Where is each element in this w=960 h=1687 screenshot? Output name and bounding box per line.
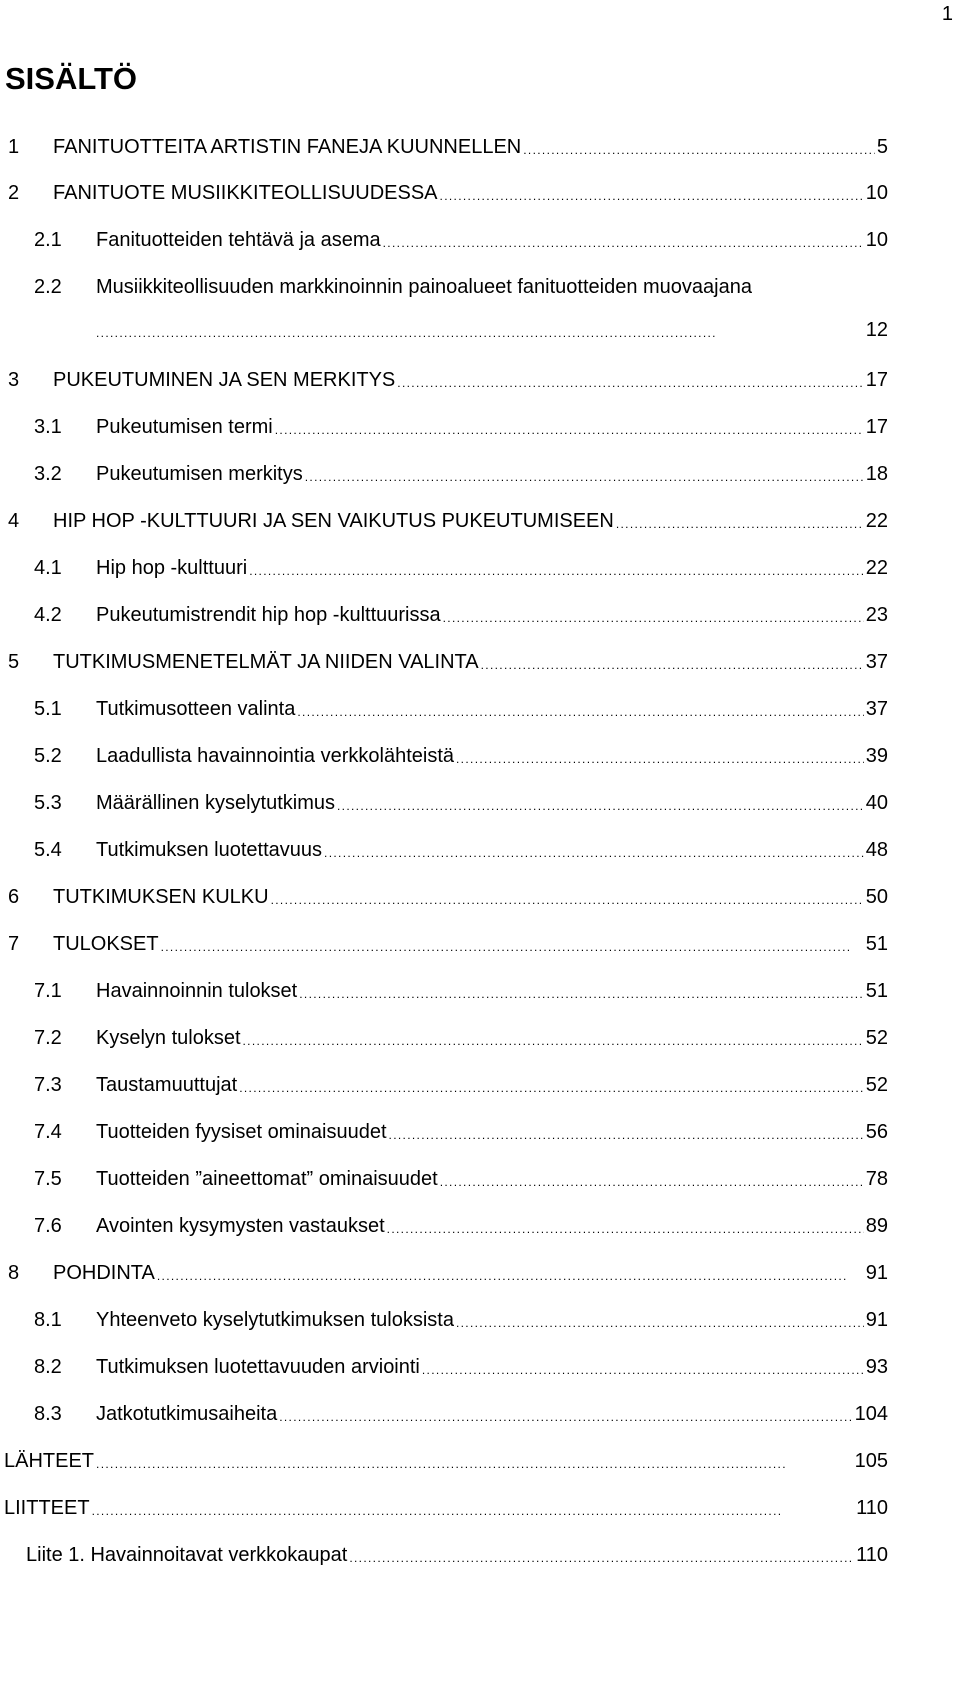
toc-entry-number: 5.2 <box>34 744 62 767</box>
toc-dot-leader <box>523 137 875 157</box>
toc-entry-title: TUTKIMUSMENETELMÄT JA NIIDEN VALINTA <box>53 650 479 673</box>
toc-entry-title: Tuotteiden ”aineettomat” ominaisuudet <box>96 1167 438 1190</box>
toc-entry-number: 8.3 <box>34 1402 62 1425</box>
toc-dot-leader <box>440 183 864 203</box>
toc-entry[interactable] <box>4 1436 888 1486</box>
toc-entry[interactable] <box>34 1013 888 1063</box>
toc-entry-page: 10 <box>865 228 888 251</box>
toc-entry-page: 22 <box>865 509 888 532</box>
toc-entry-title: Yhteenveto kyselytutkimuksen tuloksista <box>96 1308 454 1331</box>
toc-dot-leader <box>456 1310 864 1330</box>
toc-entry-page: 23 <box>865 603 888 626</box>
toc-entry-title: Liite 1. Havainnoitavat verkkokaupat <box>26 1543 348 1566</box>
toc-dot-leader <box>337 793 864 813</box>
toc-entry[interactable] <box>34 778 888 828</box>
toc-entry[interactable] <box>34 1201 888 1251</box>
toc-entry[interactable] <box>4 1483 888 1533</box>
toc-entry-title: Kyselyn tulokset <box>96 1026 241 1049</box>
toc-entry[interactable] <box>34 1342 888 1392</box>
toc-entry-page: 37 <box>865 697 888 720</box>
toc-entry-page: 93 <box>865 1355 888 1378</box>
toc-entry[interactable] <box>8 1248 888 1298</box>
toc-entry-number: 7.6 <box>34 1214 62 1237</box>
toc-dot-leader <box>161 934 864 954</box>
toc-entry-number: 2 <box>8 181 20 204</box>
toc-entry[interactable] <box>34 1154 888 1204</box>
toc-dot-leader <box>443 605 864 625</box>
toc-entry-number: 3 <box>8 368 20 391</box>
toc-entry-page: 37 <box>865 650 888 673</box>
toc-title: SISÄLTÖ <box>5 61 138 96</box>
toc-entry-page: 104 <box>854 1402 888 1425</box>
toc-entry-title: FANITUOTE MUSIIKKITEOLLISUUDESSA <box>53 181 438 204</box>
toc-entry-page: 10 <box>865 181 888 204</box>
toc-entry-page: 48 <box>865 838 888 861</box>
toc-entry-number: 1 <box>8 135 20 158</box>
toc-entry-title: HIP HOP -KULTTUURI JA SEN VAIKUTUS PUKEUTUMISEEN <box>53 509 614 532</box>
toc-entry-number: 7 <box>8 932 20 955</box>
toc-entry-title: Tutkimuksen luotettavuus <box>96 838 323 861</box>
toc-dot-leader <box>297 699 863 719</box>
toc-entry-page: 50 <box>865 885 888 908</box>
toc-entry-page: 17 <box>865 368 888 391</box>
toc-entry-number: 5 <box>8 650 20 673</box>
toc-entry-number: 5.3 <box>34 791 62 814</box>
toc-entry-title: Pukeutumistrendit hip hop -kulttuurissa <box>96 603 441 626</box>
toc-dot-leader <box>440 1169 864 1189</box>
toc-entry-number: 6 <box>8 885 20 908</box>
toc-dot-leader <box>305 464 864 484</box>
toc-dot-leader <box>616 511 864 531</box>
toc-entry-title: Tutkimusotteen valinta <box>96 697 296 720</box>
toc-dot-leader <box>249 558 864 578</box>
toc-entry-title: Laadullista havainnointia verkkolähteistä <box>96 744 455 767</box>
toc-entry-page: 56 <box>865 1120 888 1143</box>
toc-entry-title: Taustamuuttujat <box>96 1073 238 1096</box>
toc-dot-leader <box>92 1498 855 1518</box>
toc-entry[interactable] <box>34 590 888 640</box>
toc-entry[interactable] <box>34 1389 888 1439</box>
toc-entry-title: Jatkotutkimusaiheita <box>96 1402 278 1425</box>
toc-entry-page: 105 <box>854 1449 888 1472</box>
toc-entry[interactable] <box>8 872 888 922</box>
toc-entry-number: 8.2 <box>34 1355 62 1378</box>
toc-entry-number: 7.2 <box>34 1026 62 1049</box>
toc-entry-page: 18 <box>865 462 888 485</box>
toc-entry[interactable] <box>26 1530 888 1580</box>
toc-dot-leader <box>157 1263 864 1283</box>
toc-entry-title: Havainnoinnin tulokset <box>96 979 298 1002</box>
toc-dot-leader <box>349 1545 854 1565</box>
toc-entry-title: FANITUOTTEITA ARTISTIN FANEJA KUUNNELLEN <box>53 135 522 158</box>
toc-entry-page: 40 <box>865 791 888 814</box>
toc-entry-page: 110 <box>856 1496 888 1519</box>
toc-entry-title: Pukeutumisen termi <box>96 415 273 438</box>
toc-entry[interactable] <box>34 402 888 452</box>
toc-dot-leader <box>243 1028 864 1048</box>
toc-entry-number: 7.1 <box>34 979 62 1002</box>
toc-entry-title: Pukeutumisen merkitys <box>96 462 303 485</box>
toc-dot-leader <box>324 840 864 860</box>
toc-entry-title: PUKEUTUMINEN JA SEN MERKITYS <box>53 368 396 391</box>
toc-entry-title: Tutkimuksen luotettavuuden arviointi <box>96 1355 420 1378</box>
toc-entry[interactable] <box>34 262 752 312</box>
toc-entry[interactable] <box>34 1107 888 1157</box>
toc-entry-page: 17 <box>865 415 888 438</box>
toc-entry[interactable] <box>34 966 888 1016</box>
toc-entry-page: 51 <box>865 932 888 955</box>
toc-entry[interactable] <box>8 919 888 969</box>
toc-dot-leader <box>422 1357 864 1377</box>
page-number: 1 <box>941 3 953 25</box>
toc-dot-leader <box>481 652 864 672</box>
toc-entry-number: 7.4 <box>34 1120 62 1143</box>
toc-entry-number: 4.2 <box>34 603 62 626</box>
toc-entry[interactable] <box>8 496 888 546</box>
toc-entry-title: Musiikkiteollisuuden markkinoinnin painoalueet fanituotteiden muovaajana <box>96 275 752 298</box>
toc-entry-number: 4 <box>8 509 20 532</box>
toc-dot-leader <box>456 746 864 766</box>
toc-entry-number: 8 <box>8 1261 20 1284</box>
toc-entry[interactable] <box>8 355 888 405</box>
toc-entry-title: Avointen kysymysten vastaukset <box>96 1214 385 1237</box>
toc-entry-title: POHDINTA <box>53 1261 155 1284</box>
toc-entry[interactable] <box>34 731 888 781</box>
toc-entry-number: 2.2 <box>34 275 62 298</box>
toc-entry[interactable] <box>8 637 888 687</box>
toc-entry[interactable] <box>34 543 888 593</box>
toc-entry-title: Hip hop -kulttuuri <box>96 556 248 579</box>
toc-dot-leader <box>383 230 864 250</box>
toc-entry-title: TULOKSET <box>53 932 159 955</box>
toc-entry[interactable] <box>34 825 888 875</box>
toc-dot-leader <box>299 981 864 1001</box>
toc-entry[interactable] <box>8 168 888 218</box>
toc-entry-page: 52 <box>865 1026 888 1049</box>
toc-entry-title: Fanituotteiden tehtävä ja asema <box>96 228 381 251</box>
toc-dot-leader <box>279 1404 852 1424</box>
toc-entry-number: 8.1 <box>34 1308 62 1331</box>
toc-entry-title: LÄHTEET <box>4 1449 95 1472</box>
toc-entry-title: Määrällinen kyselytutkimus <box>96 791 335 814</box>
toc-entry[interactable] <box>34 215 888 265</box>
toc-dot-leader <box>387 1216 864 1236</box>
toc-entry[interactable] <box>34 1060 888 1110</box>
toc-dot-leader <box>96 320 866 340</box>
toc-dot-leader <box>275 417 864 437</box>
toc-dot-leader <box>397 370 863 390</box>
toc-entry-page: 78 <box>865 1167 888 1190</box>
toc-dot-leader <box>389 1122 864 1142</box>
toc-entry-number: 7.3 <box>34 1073 62 1096</box>
toc-entry-page: 91 <box>865 1261 888 1284</box>
toc-entry-page: 5 <box>876 135 888 158</box>
toc-entry-page: 12 <box>865 318 888 341</box>
toc-entry[interactable] <box>34 1295 888 1345</box>
toc-entry-page: 51 <box>865 979 888 1002</box>
toc-entry-page: 110 <box>856 1543 888 1566</box>
toc-entry-title: TUTKIMUKSEN KULKU <box>53 885 269 908</box>
toc-entry-number: 5.4 <box>34 838 62 861</box>
toc-entry-title: Tuotteiden fyysiset ominaisuudet <box>96 1120 387 1143</box>
toc-entry-number: 4.1 <box>34 556 62 579</box>
toc-entry-page: 91 <box>865 1308 888 1331</box>
toc-dot-leader <box>239 1075 864 1095</box>
toc-entry[interactable] <box>34 684 888 734</box>
toc-entry-continuation[interactable] <box>96 310 888 350</box>
toc-entry[interactable] <box>34 449 888 499</box>
toc-entry-page: 52 <box>865 1073 888 1096</box>
toc-dot-leader <box>96 1451 853 1471</box>
toc-entry-number: 5.1 <box>34 697 62 720</box>
toc-entry-title: LIITTEET <box>4 1496 90 1519</box>
toc-entry-page: 22 <box>865 556 888 579</box>
toc-entry-number: 3.2 <box>34 462 62 485</box>
toc-entry-number: 3.1 <box>34 415 62 438</box>
toc-entry-page: 39 <box>865 744 888 767</box>
toc-entry-number: 7.5 <box>34 1167 62 1190</box>
toc-dot-leader <box>271 887 864 907</box>
toc-entry-number: 2.1 <box>34 228 62 251</box>
toc-entry-page: 89 <box>865 1214 888 1237</box>
toc-entry[interactable] <box>8 122 888 172</box>
